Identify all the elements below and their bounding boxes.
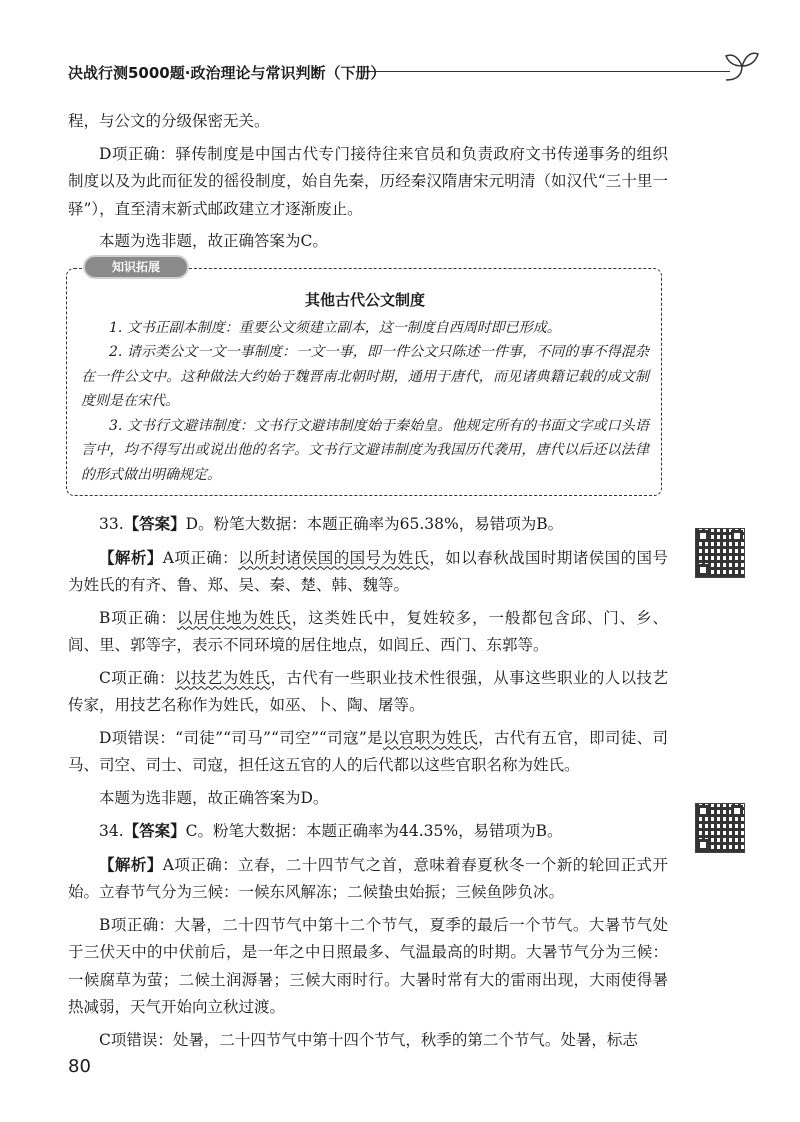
header-rule	[370, 71, 730, 72]
answer-line	[68, 510, 668, 539]
option-prefix: A项正确：	[162, 548, 239, 567]
paragraph: D项正确：驿传制度是中国古代专门接待往来官员和负责政府文书传递事务的组织制度以及为此而征发的徭役制度，始自先秦，历经秦汉隋唐宋元明清（如汉代“三十里一驿”），直至清末新式邮政建立才逐渐废止。	[68, 144, 668, 218]
analysis-a	[68, 851, 668, 907]
book-title: 决战行测5000题·政治理论与常识判断（下册）	[68, 64, 386, 82]
analysis-c: C项错误：处暑，二十四节气中第十四个节气，秋季的第二个节气。处暑，标志	[99, 1030, 638, 1049]
question-number: 34.	[99, 822, 124, 840]
page-content	[68, 108, 668, 1059]
analysis-d	[68, 725, 668, 780]
qr-code-q34[interactable]	[695, 803, 745, 853]
answer-line	[68, 817, 668, 846]
option-text: ，古代有一些职业技术性很强，从事这些职业的人以技艺传家，用技艺名称作为姓氏，如巫、卜、陶、屠等。	[68, 668, 668, 714]
key-point: 以所封诸侯国的国号为姓氏	[238, 548, 430, 567]
analysis-label: 【解析】	[99, 854, 163, 874]
option-prefix: B项正确：	[99, 608, 177, 627]
extension-item: 2. 请示类公文一文一事制度：一文一事，即一件公文只陈述一件事，不同的事不得混杂在一件公文中。这种做法大约始于魏晋南北朝时期，通用于唐代，而见诸典籍记载的成文制度则是在宋代。	[81, 344, 649, 409]
extension-title: 其他古代公文制度	[304, 290, 425, 309]
conclusion: 本题为选非题，故正确答案为D。	[99, 788, 329, 807]
page-number: 80	[68, 1056, 91, 1077]
answer-label: 【答案】	[123, 514, 186, 533]
option-text: ，如以春秋战国时期诸侯国的国号为姓氏的有齐、鲁、郑、吴、秦、楚、韩、魏等。	[68, 548, 668, 594]
analysis-c	[68, 665, 668, 720]
question-number: 33.	[99, 515, 124, 533]
option-prefix: D项错误：“司徒”“司马”“司空”“司寇”是	[99, 728, 383, 747]
sprout-icon	[722, 44, 762, 84]
option-text: A项正确：立春，二十四节气之首，意味着春夏秋冬一个新的轮回正式开始。立春节气分为三候：一候东风解冻；二候蛰虫始振；三候鱼陟负冰。	[68, 855, 668, 901]
answer-text: D。粉笔大数据：本题正确率为65.38%，易错项为B。	[185, 515, 564, 533]
analysis-b	[68, 605, 668, 660]
paragraph: 程，与公文的分级保密无关。	[68, 112, 270, 130]
page-header	[68, 56, 758, 86]
paragraph: 本题为选非题，故正确答案为C。	[99, 232, 328, 250]
extension-badge: 知识拓展	[85, 257, 187, 277]
key-point: 以居住地为姓氏	[176, 608, 292, 627]
extension-item: 3. 文书行文避讳制度：文书行文避讳制度始于秦始皇。他规定所有的书面文字或口头语言中，均不得写出或说出他的名字。文书行文避讳制度为我国历代袭用，唐代以后还以法律的形式做出明确规定。	[81, 417, 649, 483]
answer-text: C。粉笔大数据：本题正确率为44.35%，易错项为B。	[185, 822, 563, 840]
analysis-a	[68, 544, 668, 600]
option-text: ，古代有五官，即司徒、司马、司空、司士、司寇，担任这五官的人的后代都以这些官职名称为姓氏。	[68, 728, 668, 774]
analysis-b: B项正确：大暑，二十四节气中第十二个节气，夏季的最后一个节气。大暑节气处于三伏天中的中伏前后，是一年之中日照最多、气温最高的时期。大暑节气分为三候：一候腐草为萤；二候土润溽暑；三候大雨时行。大暑时常有大的雷雨出现，大雨使得暑热减弱，天气开始向立秋过渡。	[68, 915, 668, 1016]
knowledge-extension-box	[66, 259, 662, 497]
analysis-label: 【解析】	[99, 547, 163, 567]
extension-item: 1. 文书正副本制度：重要公文须建立副本，这一制度自西周时即已形成。	[109, 319, 561, 336]
answer-label: 【答案】	[123, 821, 186, 840]
option-prefix: C项正确：	[99, 668, 175, 687]
qr-code-q33[interactable]	[695, 528, 745, 578]
option-text: ，这类姓氏中，复姓较多，一般都包含邱、门、乡、闾、里、郭等字，表示不同环境的居住地点，如闾丘、西门、东郭等。	[68, 608, 668, 654]
key-point: 以官职为姓氏	[383, 728, 479, 747]
key-point: 以技艺为姓氏	[174, 668, 271, 687]
